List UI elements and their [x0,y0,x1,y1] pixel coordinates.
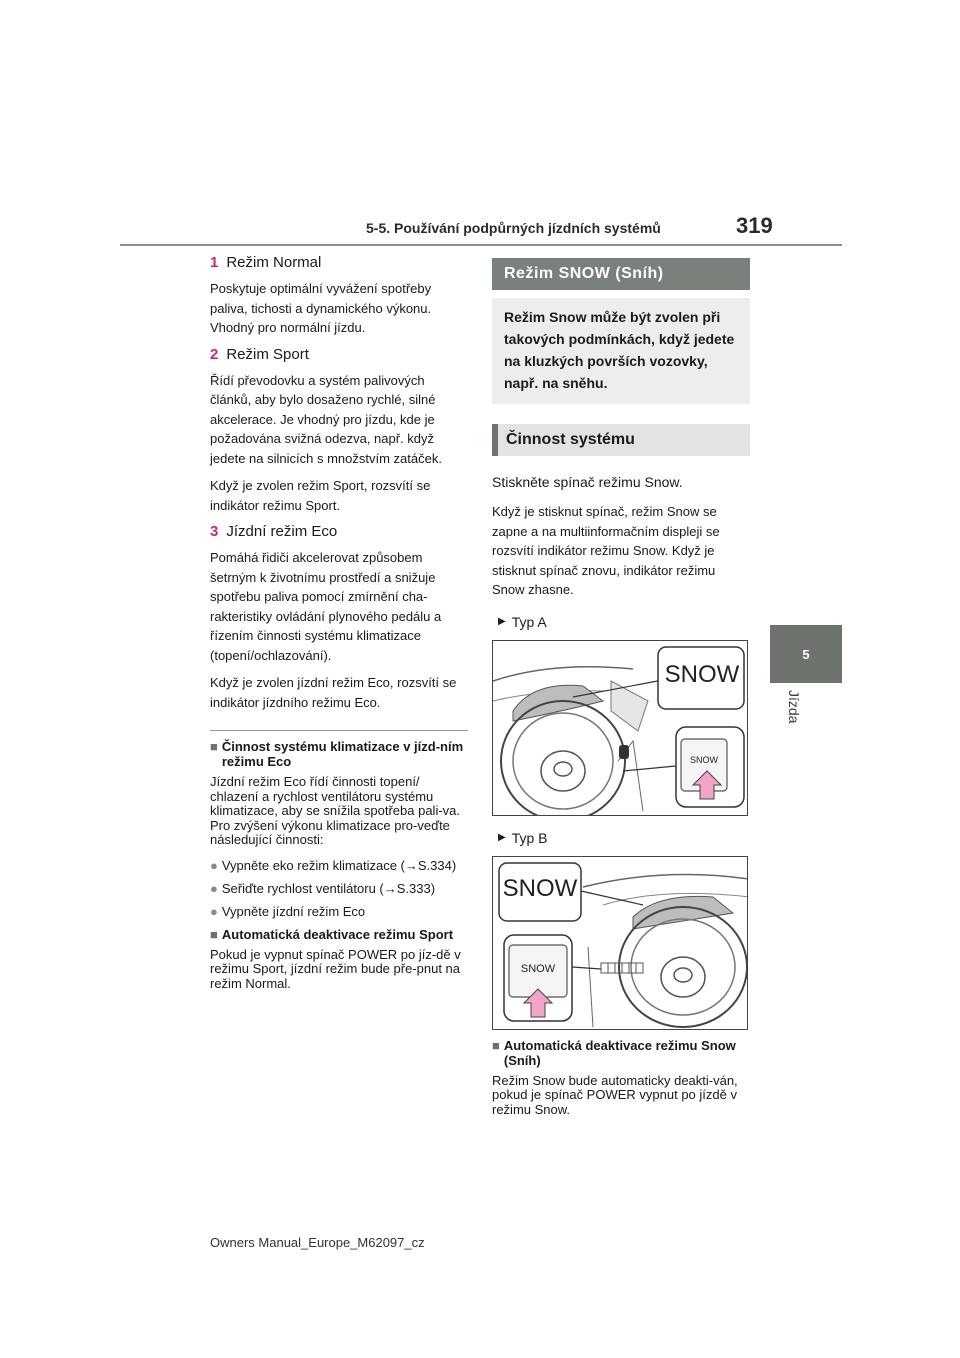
type-b-text: Typ B [511,829,548,846]
item-2-title: Režim Sport [226,345,309,363]
snow-description: Když je stisknut spínač, režim Snow se zapne a na multiinformačním displeji se rozsvítí indikátor režimu Snow. Když je stisknut spínač znovu, indikátor režimu Snow zhasne. [492,504,720,597]
square-bullet-icon: ■ [492,1037,500,1053]
item-3-text: Pomáhá řidiči akcelerovat způsobem šetrným k životnímu prostředí a snižuje spotřebu paliva pomocí zmírnění cha-rakteristiky ovládání plynového pedálu a řízením činnosti systému klimatizace (topení/ochlazování). [210,550,442,663]
triangle-bullet-icon: ▶ [498,832,506,843]
list-item [210,881,468,896]
item-1-heading [210,254,468,271]
snow-lead-text: Stiskněte spínač režimu Snow. [492,474,683,490]
item-2-heading [210,346,468,363]
bullet-dot-icon: ● [210,857,218,873]
list-item [210,904,468,919]
bullet-text: Vypněte jízdní režim Eco [221,903,366,919]
bullet-text[interactable]: Vypněte eko režim klimatizace (→S.334) [221,857,457,873]
item-3-heading [210,523,468,540]
item-3-title: Jízdní režim Eco [226,523,338,540]
snow-callout-label: SNOW [664,660,740,688]
page-number: 319 [736,213,773,238]
snow-mode-banner: Režim SNOW (Sníh) [492,258,750,290]
square-bullet-icon: ■ [210,926,218,942]
note-snow-title: Automatická deaktivace režimu Snow (Sníh) [503,1037,736,1068]
right-column [492,258,750,1127]
header-rule [120,244,842,246]
item-1-number: 1 [210,254,219,271]
list-item [210,858,468,873]
note-climate-title: Činnost systému klimatizace v jízd-ním režimu Eco [221,739,464,769]
bullet-text[interactable]: Seřiďte rychlost ventilátoru (→S.333) [221,880,436,896]
snow-button[interactable]: SNOW [520,962,556,975]
item-2-number: 2 [210,345,219,363]
left-column [210,254,468,1001]
item-3-number: 3 [210,523,219,540]
bullet-dot-icon: ● [210,880,218,896]
chapter-tab[interactable]: 5 [770,625,842,683]
item-2-indicator-text: Když je zvolen režim Sport, rozsvítí se indikátor režimu Sport. [210,478,431,513]
type-a-text: Typ A [511,613,547,630]
footer-doc-id: Owners Manual_Europe_M62097_cz [210,1235,425,1250]
snow-mode-intro: Režim Snow může být zvolen při takových podmínkách, když jedete na kluzkých površích vozovky, např. na sněhu. [492,298,750,404]
type-b-label [498,830,750,846]
item-3-indicator-text: Když je zvolen jízdní režim Eco, rozsvítí se indikátor jízdního režimu Eco. [210,675,457,710]
figure-type-b [492,856,748,1030]
snow-callout-label: SNOW [502,874,578,902]
figure-type-a [492,640,748,816]
system-operation-heading: Činnost systému [492,424,750,456]
note-sport-heading [210,927,468,942]
note-sport-title: Automatická deaktivace režimu Sport [221,926,454,942]
note-snow-text: Režim Snow bude automaticky deakti-ván, pokud je spínač POWER vypnut po jízdě v režimu Snow. [492,1072,738,1117]
triangle-bullet-icon: ▶ [498,616,506,627]
chapter-label: Jízda [786,690,802,724]
snow-button[interactable]: SNOW [690,754,718,765]
type-a-label [498,614,750,630]
item-1-text: Poskytuje optimální vyvážení spotřeby paliva, tichosti a dynamického výkonu. Vhodný pro normální jízdu. [210,281,432,335]
item-2-text: Řídí převodovku a systém palivových článků, aby bylo dosaženo rychlé, silné akcelerace. Je vhodný pro jízdu, kde je požadována svižná odezva, např. když jedete na silnicích s množstvím zatáček. [210,372,442,466]
header-section-title: 5-5. Používání podpůrných jízdních systémů [366,220,661,236]
bullet-dot-icon: ● [210,903,218,919]
note-snow-heading [492,1038,750,1068]
item-1-title: Režim Normal [226,254,322,271]
note-climate-heading [210,739,468,769]
note-climate-text: Jízdní režim Eco řídí činnosti topení/ chlazení a rychlost ventilátoru systému klimatizace, aby se snížila spotřeba pali-va. Pro zvýšení výkonu klimatizace pro-veďte následující činnosti: [210,774,461,847]
note-sport-text: Pokud je vypnut spínač POWER po jíz-dě v režimu Sport, jízdní režim bude pře-pnut na režim Normal. [210,946,461,991]
divider [210,730,468,731]
square-bullet-icon: ■ [210,739,218,754]
